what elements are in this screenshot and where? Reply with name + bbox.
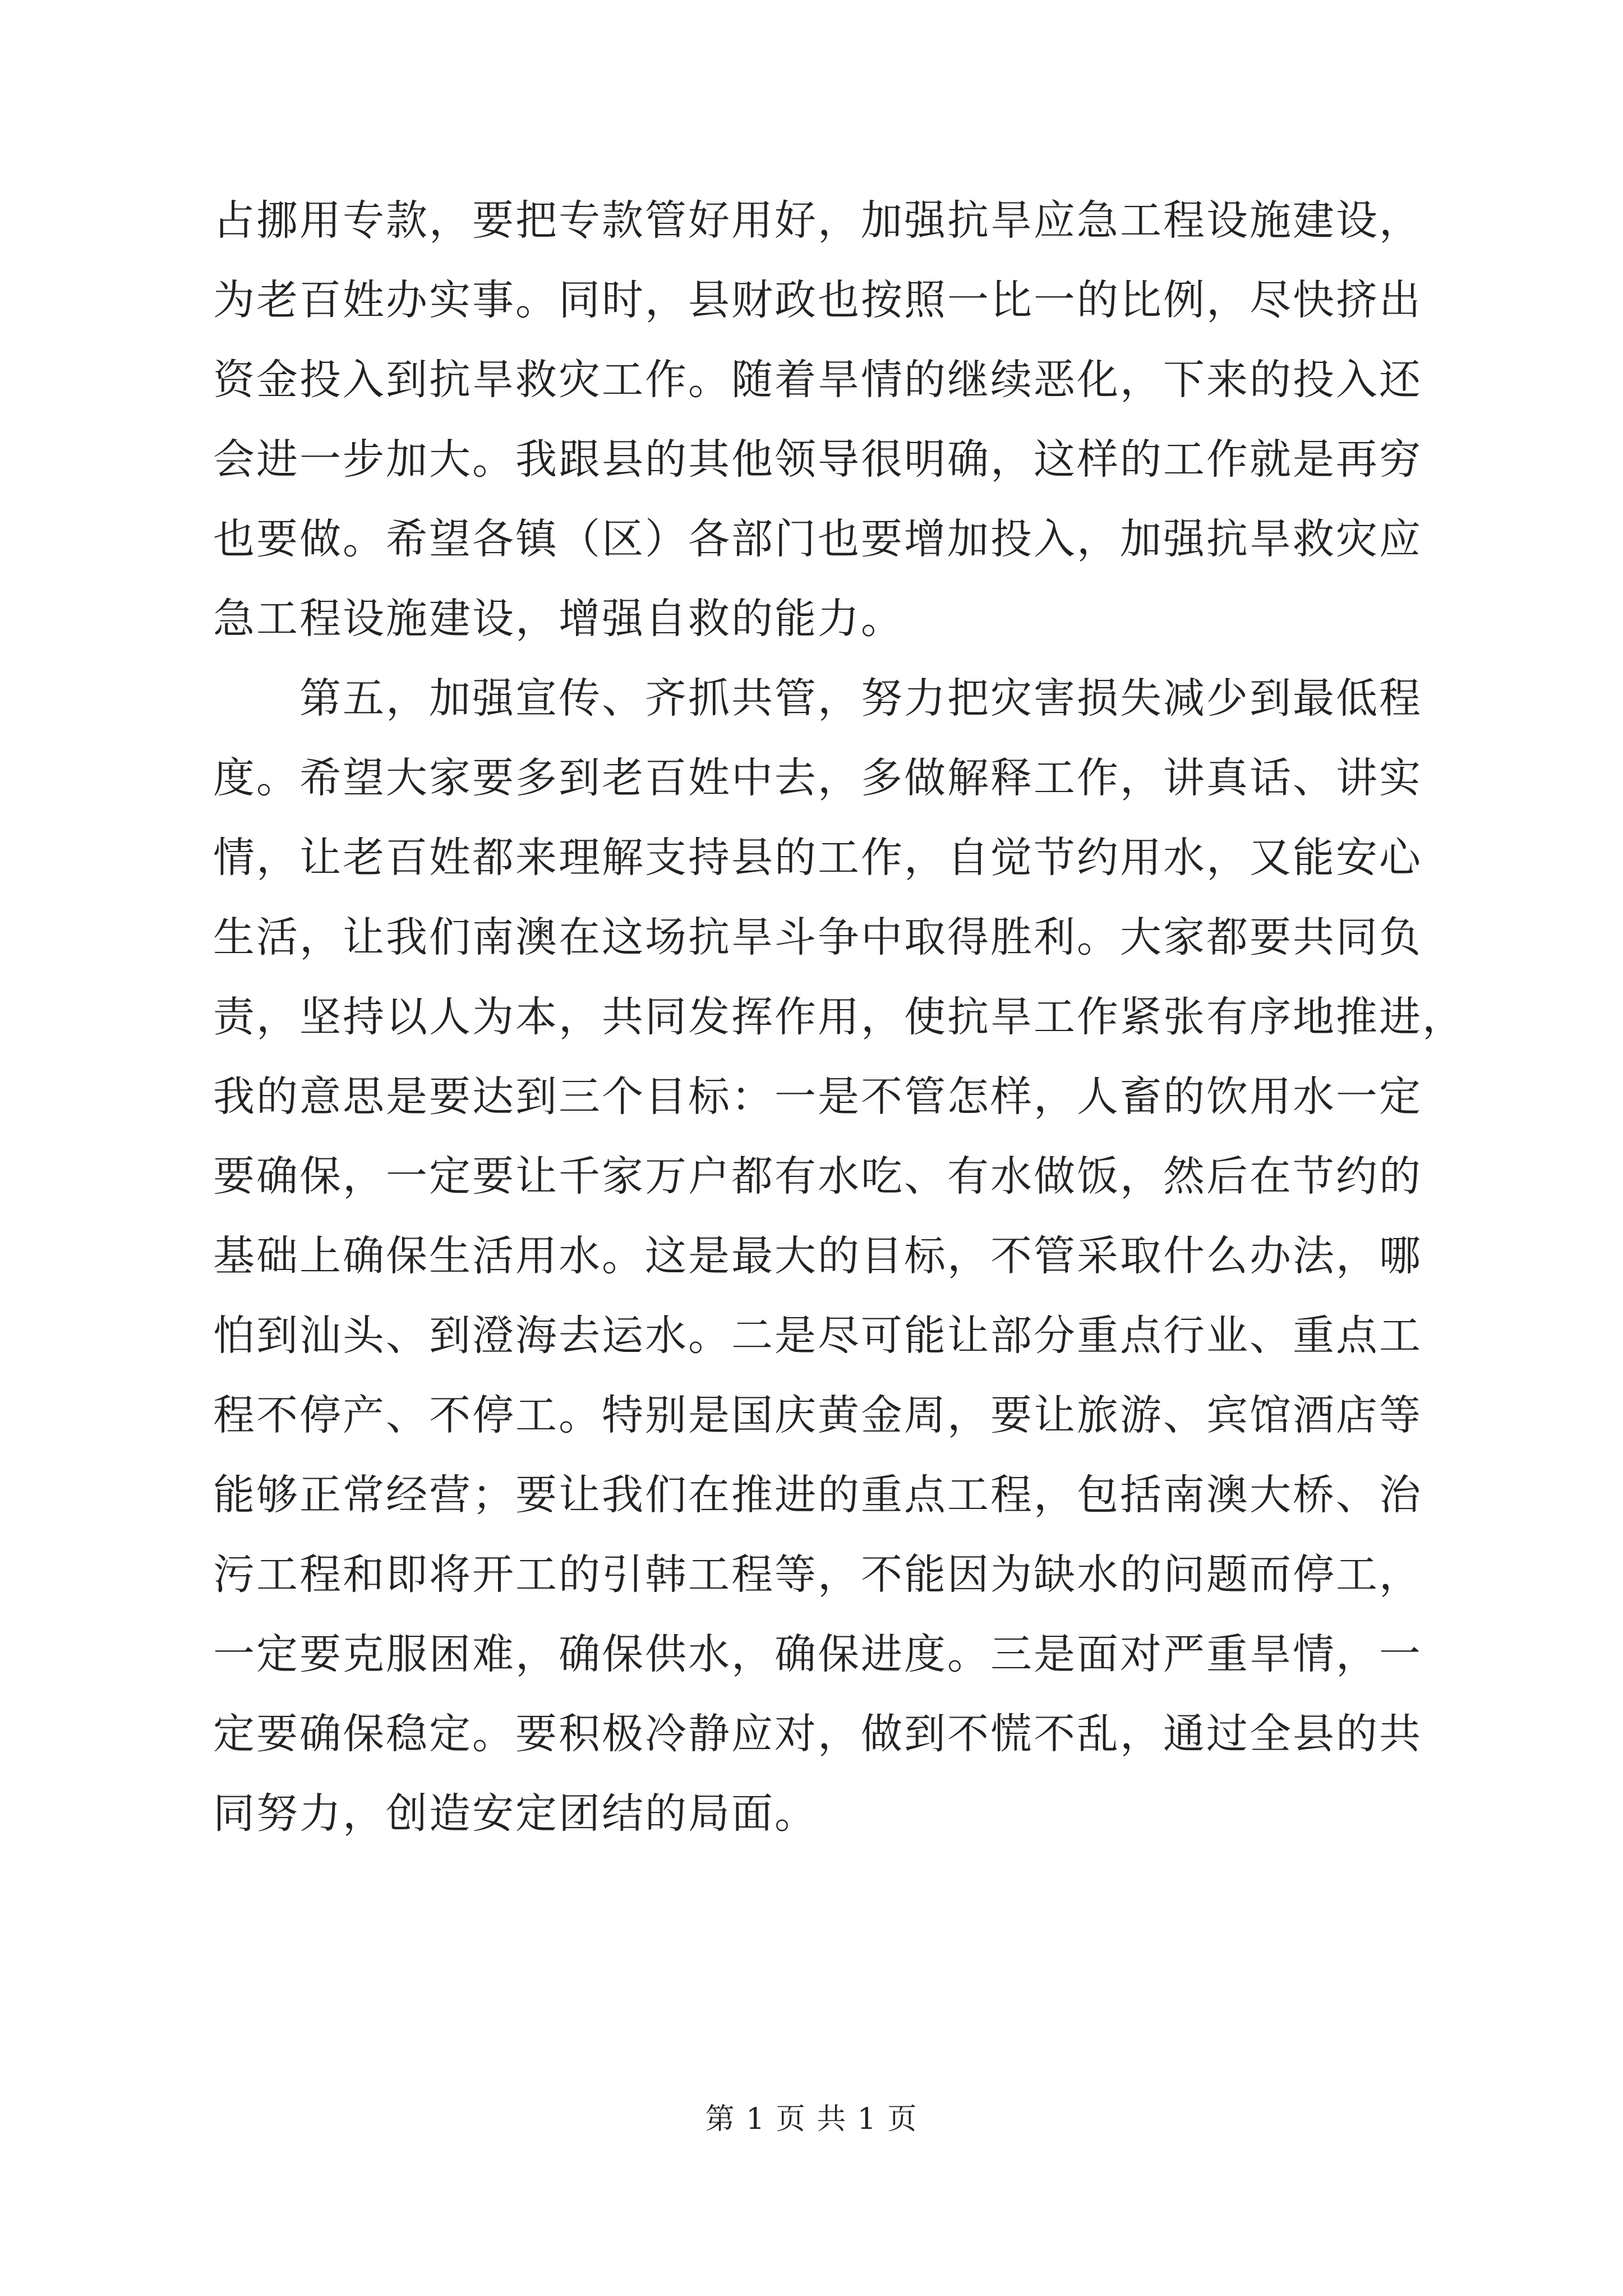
text-line: 资金投入到抗旱救灾工作。随着旱情的继续恶化，下来的投入还 bbox=[213, 356, 1422, 404]
body-text bbox=[213, 181, 1465, 1853]
text-line: 污工程和即将开工的引韩工程等，不能因为缺水的问题而停工， bbox=[213, 1550, 1422, 1599]
text-line: 基础上确保生活用水。这是最大的目标，不管采取什么办法，哪 bbox=[213, 1232, 1422, 1280]
text-line: 急工程设施建设，增强自救的能力。 bbox=[213, 595, 904, 643]
text-line: 一定要克服困难，确保供水，确保进度。三是面对严重旱情，一 bbox=[213, 1630, 1422, 1678]
text-line: 也要做。希望各镇（区）各部门也要增加投入，加强抗旱救灾应 bbox=[213, 515, 1422, 563]
text-line: 责，坚持以人为本，共同发挥作用，使抗旱工作紧张有序地推进， bbox=[213, 993, 1465, 1041]
text-line: 度。希望大家要多到老百姓中去，多做解释工作，讲真话、讲实 bbox=[213, 754, 1422, 802]
text-line: 程不停产、不停工。特别是国庆黄金周，要让旅游、宾馆酒店等 bbox=[213, 1391, 1422, 1439]
text-line: 情，让老百姓都来理解支持县的工作，自觉节约用水，又能安心 bbox=[213, 834, 1422, 882]
text-line: 定要确保稳定。要积极冷静应对，做到不慌不乱，通过全县的共 bbox=[213, 1710, 1422, 1758]
text-line: 生活，让我们南澳在这场抗旱斗争中取得胜利。大家都要共同负 bbox=[213, 913, 1422, 961]
text-line: 占挪用专款，要把专款管好用好，加强抗旱应急工程设施建设， bbox=[213, 196, 1422, 245]
text-line: 怕到汕头、到澄海去运水。二是尽可能让部分重点行业、重点工 bbox=[213, 1312, 1422, 1360]
text-line: 我的意思是要达到三个目标：一是不管怎样，人畜的饮用水一定 bbox=[213, 1073, 1422, 1121]
text-line: 会进一步加大。我跟县的其他领导很明确，这样的工作就是再穷 bbox=[213, 435, 1422, 484]
text-line: 要确保，一定要让千家万户都有水吃、有水做饭，然后在节约的 bbox=[213, 1152, 1422, 1200]
text-line: 第五，加强宣传、齐抓共管，努力把灾害损失减少到最低程 bbox=[213, 674, 1422, 723]
page-footer: 第 1 页 共 1 页 bbox=[705, 2102, 918, 2136]
text-line: 能够正常经营；要让我们在推进的重点工程，包括南澳大桥、治 bbox=[213, 1471, 1422, 1519]
text-line: 同努力，创造安定团结的局面。 bbox=[213, 1789, 818, 1838]
text-line: 为老百姓办实事。同时，县财政也按照一比一的比例，尽快挤出 bbox=[213, 276, 1422, 324]
